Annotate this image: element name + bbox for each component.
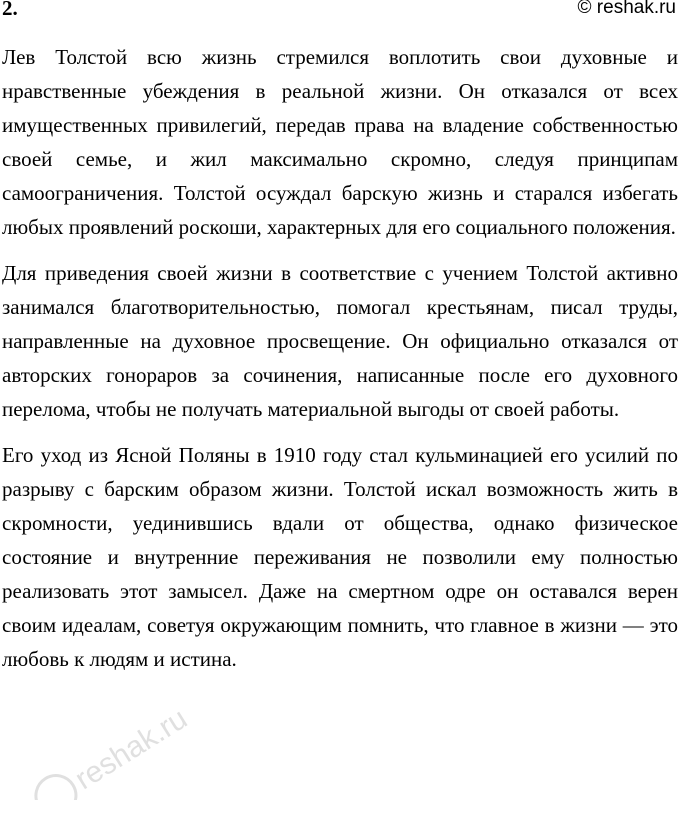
task-number: 2. (2, 0, 18, 20)
paragraph-1: Лев Толстой всю жизнь стремился воплотить свои духовные и нравственные убеждения в реальной жизни. Он отказался от всех имущественных привилегий, передав права на владение собственностью своей семье, и жил максимально скромно, следуя принципам самоограничения. Толстой осуждал барскую жизнь и старался избегать любых проявлений роскоши, характерных для его социального положения. (2, 45, 678, 239)
watermark-text: reshak.ru (69, 701, 194, 797)
paragraph-2: Для приведения своей жизни в соответствие с учением Толстой активно занимался благотворительностью, помогал крестьянам, писал труды, направленные на духовное просвещение. Он официально отказался от авторских гонораров за сочинения, написанные после его духовного перелома, чтобы не получать материальной выгоды от своей работы. (2, 261, 678, 421)
copyright-notice: © reshak.ru (577, 0, 676, 18)
watermark-logo (0, 690, 220, 800)
answer-text (2, 40, 678, 688)
page-header (2, 0, 676, 22)
paragraph-3: Его уход из Ясной Поляны в 1910 году стал кульминацией его усилий по разрыву с барским образом жизни. Толстой искал возможность жить в скромности, уединившись вдали от общества, однако физическое состояние и внутренние переживания не позволили ему полностью реализовать этот замысел. Даже на смертном одре он оставался верен своим идеалам, советуя окружающим помнить, что главное в жизни — это любовь к людям и истина. (2, 443, 678, 671)
